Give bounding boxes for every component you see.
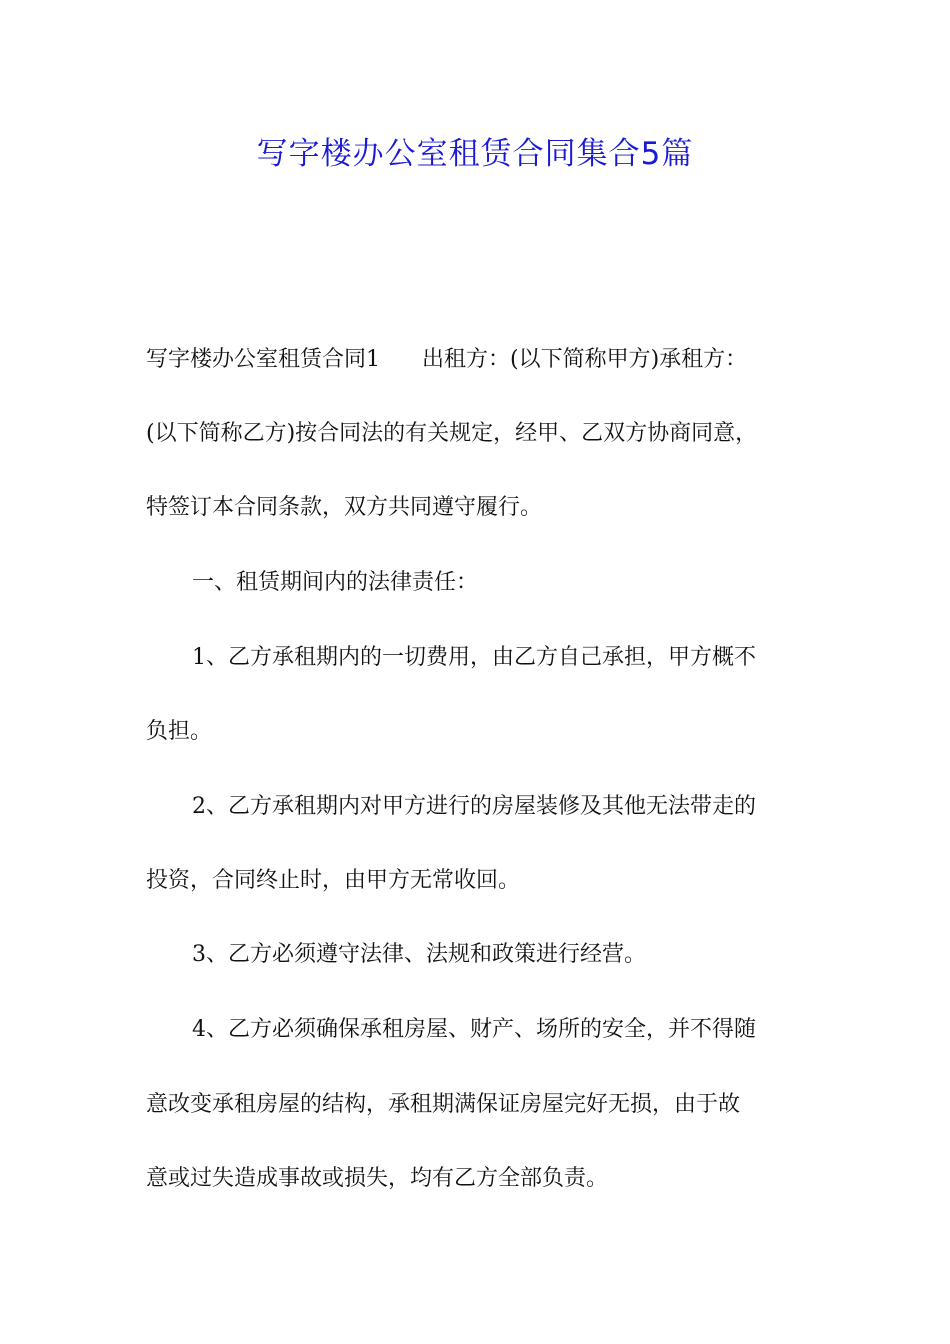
contract-heading: 写字楼办公室租赁合同1 bbox=[146, 347, 380, 372]
item-4-line-3: 意或过失造成事故或损失，均有乙方全部负责。 bbox=[146, 1166, 609, 1191]
section-1-heading: 一、租赁期间内的法律责任： bbox=[192, 570, 479, 595]
item-4-line-2: 意改变承租房屋的结构，承租期满保证房屋完好无损，由于故 bbox=[146, 1092, 741, 1117]
document-title: 写字楼办公室租赁合同集合5篇 bbox=[256, 136, 694, 172]
item-1-line-2: 负担。 bbox=[146, 719, 213, 744]
intro-line-2: (以下简称乙方)按合同法的有关规定，经甲、乙双方协商同意， bbox=[146, 421, 758, 446]
intro-line-1 bbox=[146, 345, 747, 375]
item-4-line-1: 4、乙方必须确保承租房屋、财产、场所的安全，并不得随 bbox=[192, 1017, 756, 1042]
item-3-line-1: 3、乙方必须遵守法律、法规和政策进行经营。 bbox=[192, 942, 646, 967]
intro-line-3: 特签订本合同条款，双方共同遵守履行。 bbox=[146, 495, 543, 520]
intro-line-1-rest: 出租方：(以下简称甲方)承租方： bbox=[422, 347, 748, 372]
item-2-line-2: 投资，合同终止时，由甲方无常收回。 bbox=[146, 868, 521, 893]
item-1-line-1: 1、乙方承租期内的一切费用，由乙方自己承担，甲方概不 bbox=[192, 645, 756, 670]
item-2-line-1: 2、乙方承租期内对甲方进行的房屋装修及其他无法带走的 bbox=[192, 794, 756, 819]
